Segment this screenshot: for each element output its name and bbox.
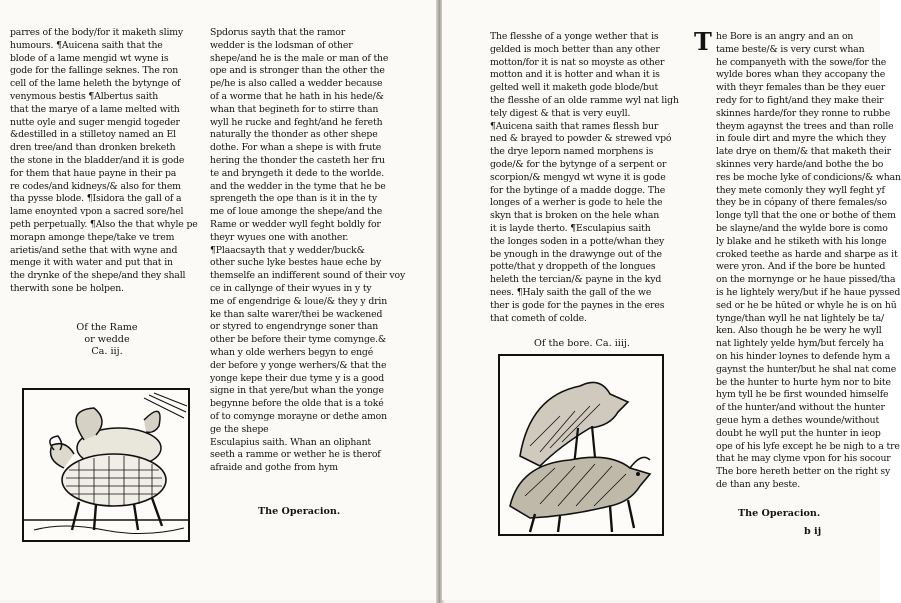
- text-line: wyll he rucke and feght/and he fereth: [210, 116, 383, 128]
- text-line: blode of a lame mengid wt wyne is: [10, 52, 169, 64]
- text-line: pe/he is also called a wedder because: [210, 78, 383, 90]
- text-line: they be in cópany of there females/so: [716, 197, 887, 209]
- text-line: late drye on them/& that maketh their: [716, 146, 891, 158]
- text-line: ope of his lyfe except he be nigh to a tre: [716, 440, 900, 452]
- text-line: the stone in the bladder/and it is gode: [10, 154, 185, 166]
- text-line: skinnes very harde/and bothe the bo: [716, 158, 884, 170]
- text-line: sprengeth the ope than is it in the ty: [210, 193, 377, 205]
- text-line: lame enoynted vpon a sacred sore/hel: [10, 206, 184, 218]
- text-line: the drye leporn named morphens is: [490, 146, 654, 158]
- text-line: on his hinder loynes to defende hym a: [716, 350, 891, 362]
- text-line: cell of the lame heleth the bytynge of: [10, 78, 181, 90]
- text-line: The bore hereth better on the right sy: [716, 466, 891, 478]
- right-text-column-2: [716, 31, 901, 492]
- text-line: whan that begineth for to stirre than: [210, 103, 379, 115]
- text-line: humours. ¶Auicena saith that the: [10, 39, 163, 51]
- text-line: venymous bestis ¶Albertus saith: [10, 90, 159, 102]
- text-line: dren tree/and than dronken breketh: [10, 142, 176, 154]
- text-line: ken. Also though he be wery he wyll: [716, 325, 882, 337]
- text-line: hering the thonder the casteth her fru: [210, 154, 385, 166]
- text-line: he companyeth with the sowe/for the: [716, 56, 887, 68]
- text-line: yonge kepe their due tyme y is a good: [210, 372, 384, 384]
- heading-line: or wedde: [84, 334, 130, 345]
- text-line: longe tyll that the one or bothe of them: [716, 210, 896, 222]
- text-line: ned & brayed to powder & strewed vpó: [490, 133, 672, 145]
- text-line: they mete comonly they wyll feght yf: [716, 184, 885, 196]
- text-line: be slayne/and the wylde bore is como: [716, 222, 888, 234]
- text-line: ther is gode for the paynes in the eres: [490, 299, 665, 311]
- text-line: the longes soden in a potte/whan they: [490, 235, 665, 247]
- text-line: potte/that y droppeth of the longues: [490, 261, 656, 273]
- rams-illustration: [24, 390, 188, 540]
- text-line: theyr wyues one with another.: [210, 231, 349, 243]
- text-line: for the bytinge of a madde dogge. The: [490, 184, 666, 196]
- text-line: tynge/than wyll he nat lightely be ta/: [716, 312, 884, 324]
- left-page-footer: The Operacion.: [258, 506, 341, 517]
- text-line: in foule dirt and myre the which they: [716, 133, 887, 145]
- heading-line: Ca. iij.: [91, 346, 123, 357]
- text-line: der before y yonge werhers/& that the: [210, 359, 387, 371]
- text-line: motton/for it is nat so moyste as other: [490, 56, 665, 68]
- text-line: is he lightely wery/but if he haue pyssed: [716, 286, 901, 298]
- text-line: whan y olde werhers begyn to engé: [210, 346, 374, 358]
- text-line: of to comynge morayne or dethe amon: [210, 410, 387, 422]
- text-line: shepe/and he is the male or man of the: [210, 52, 389, 64]
- text-line: for them that haue payne in their pa: [10, 167, 177, 179]
- text-line: ¶Auicena saith that rames flessh bur: [490, 120, 659, 132]
- text-line: gode for the fallinge seknes. The ron: [10, 65, 179, 77]
- text-line: or styred to engendrynge soner than: [210, 321, 379, 333]
- text-line: Spdorus sayth that the ramor: [210, 27, 346, 38]
- signature-mark: b ij: [804, 526, 822, 537]
- text-line: be ynough in the drawynge out of the: [490, 248, 662, 260]
- text-line: motton and it is hotter and whan it is: [490, 69, 660, 81]
- left-text-column-2: [210, 27, 405, 475]
- text-line: tely digest & that is very euyll.: [490, 107, 631, 119]
- text-line: other suche lyke bestes haue eche by: [210, 257, 382, 269]
- text-line: peth perpetually. ¶Also the that whyle pe: [10, 218, 198, 230]
- text-line: theym agaynst the trees and than rolle: [716, 120, 894, 132]
- text-line: Esculapius saith. Whan an oliphant: [210, 436, 371, 448]
- boars-illustration: [500, 356, 662, 534]
- text-line: te and bryngeth it dede to the worlde.: [210, 167, 385, 179]
- text-line: dothe. For whan a shepe is with frute: [210, 142, 382, 154]
- text-line: the drynke of the shepe/and they shall: [10, 270, 186, 282]
- text-line: nutte oyle and suger mengid togeder: [10, 116, 180, 128]
- text-line: ly blake and he stiketh with his longe: [716, 235, 887, 247]
- text-line: gelded is moch better than any other: [490, 43, 660, 55]
- text-line: parres of the body/for it maketh slimy: [10, 27, 184, 38]
- text-line: skyn that is broken on the hele whan: [490, 210, 660, 222]
- text-line: that he may clyme vpon for his socour: [716, 453, 891, 465]
- text-line: scorpion/& mengyd wt wyne it is gode: [490, 171, 666, 183]
- text-line: res be moche lyke of condicions/& whan: [716, 171, 901, 183]
- drop-cap-t: T: [694, 27, 712, 56]
- text-line: tha pysse blode. ¶Isidora the gall of a: [10, 193, 182, 205]
- text-line: me of engendrige & loue/& they y drin: [210, 295, 388, 307]
- text-line: longes of a werher is gode to hele the: [490, 197, 663, 209]
- text-line: skinnes harde/for they ronne to rubbe: [716, 107, 891, 119]
- text-line: begynne before the olde that is a toké: [210, 398, 384, 410]
- text-line: redy for to fight/and they make their: [716, 94, 884, 106]
- text-line: the flesshe of an olde ramme wyl nat ligh: [490, 94, 679, 106]
- text-line: of a worme that he hath in his hede/&: [210, 90, 384, 102]
- text-line: ke than salte warer/thei be wackened: [210, 308, 383, 320]
- text-line: Rame or wedder wyll feght boldly for: [210, 218, 381, 230]
- right-page-footer: The Operacion.: [738, 508, 821, 519]
- text-line: wylde bores whan they accopany the: [716, 69, 886, 81]
- heading-line: Of the Rame: [76, 322, 138, 333]
- rams-woodcut-image: [22, 388, 190, 542]
- text-line: nees. ¶Haly saith the gall of the we: [490, 286, 652, 298]
- text-line: and the wedder in the tyme that he be: [210, 180, 386, 192]
- text-line: other be before their tyme comynge.&: [210, 334, 387, 346]
- text-line: gaynst the hunter/but he shal nat come: [716, 363, 897, 375]
- text-line: heleth the tercian/& payne in the kyd: [490, 274, 662, 286]
- text-line: croked teethe as harde and sharpe as it: [716, 248, 898, 260]
- chapter-heading-rame: [62, 322, 152, 358]
- left-page: [0, 0, 438, 600]
- text-line: be the hunter to hurte hym nor to bite: [716, 376, 891, 388]
- text-line: themselfe an indifferent sound of their voy: [210, 270, 406, 282]
- left-text-column-1: [10, 27, 198, 296]
- text-line: ¶Plaacsayth that y wedder/buck&: [210, 244, 365, 256]
- text-line: morapn amonge thepe/take ve trem: [10, 231, 175, 243]
- text-line: &destilled in a stilletoy named an El: [10, 129, 176, 141]
- text-line: afraide and gothe from hym: [210, 462, 338, 474]
- chapter-heading-bore: Of the bore. Ca. iiij.: [534, 338, 630, 349]
- text-line: seeth a ramme or wether he is therof: [210, 449, 381, 461]
- text-line: gode/& for the bytynge of a serpent or: [490, 158, 667, 170]
- text-line: naturally the thonder as other shepe: [210, 129, 378, 141]
- text-line: The flesshe of a yonge wether that is: [490, 31, 659, 42]
- text-line: it is layde therto. ¶Esculapius saith: [490, 222, 651, 234]
- text-line: with theyr females than be they euer: [716, 82, 886, 94]
- text-line: tame beste/& is very curst whan: [716, 43, 865, 55]
- text-line: ce in callynge of their wyues in y ty: [210, 282, 372, 294]
- text-line: that the marye of a lame melted with: [10, 103, 180, 115]
- text-line: ge the shepe: [210, 423, 269, 435]
- text-line: nat lightely yelde hym/but fercely ha: [716, 338, 884, 350]
- text-line: geue hym a dethes wounde/without: [716, 414, 880, 426]
- right-page: [442, 0, 901, 600]
- text-line: sed or he be hūted or whyle he is on hū: [716, 299, 897, 311]
- text-line: on the mornynge or he haue pissed/tha: [716, 274, 896, 286]
- text-line: me of loue amonge the shepe/and the: [210, 206, 383, 218]
- text-line: doubt he wyll put the hunter in ieop: [716, 427, 881, 439]
- boars-woodcut-image: [498, 354, 664, 536]
- text-line: menge it with water and put that in: [10, 257, 173, 269]
- text-line: of the hunter/and without the hunter: [716, 402, 885, 414]
- text-line: hym tyll he be first wounded himselfe: [716, 389, 889, 401]
- text-line: wedder is the lodsman of other: [210, 39, 353, 51]
- text-line: ope and is stronger than the other the: [210, 65, 385, 77]
- text-line: re codes/and kidneys/& also for them: [10, 180, 181, 192]
- text-line: that cometh of colde.: [490, 312, 587, 324]
- text-line: arietis/and sethe that with wyne and: [10, 244, 178, 256]
- right-text-column-1: [490, 31, 679, 325]
- text-line: signe in that yere/but whan the yonge: [210, 385, 384, 397]
- text-line: were yron. And if the bore be hunted: [716, 261, 886, 273]
- text-line: gelted well it maketh gode blode/but: [490, 82, 659, 94]
- text-line: therwith sone be holpen.: [10, 282, 124, 294]
- text-line: he Bore is an angry and an on: [716, 31, 854, 42]
- text-line: de than any beste.: [716, 478, 801, 490]
